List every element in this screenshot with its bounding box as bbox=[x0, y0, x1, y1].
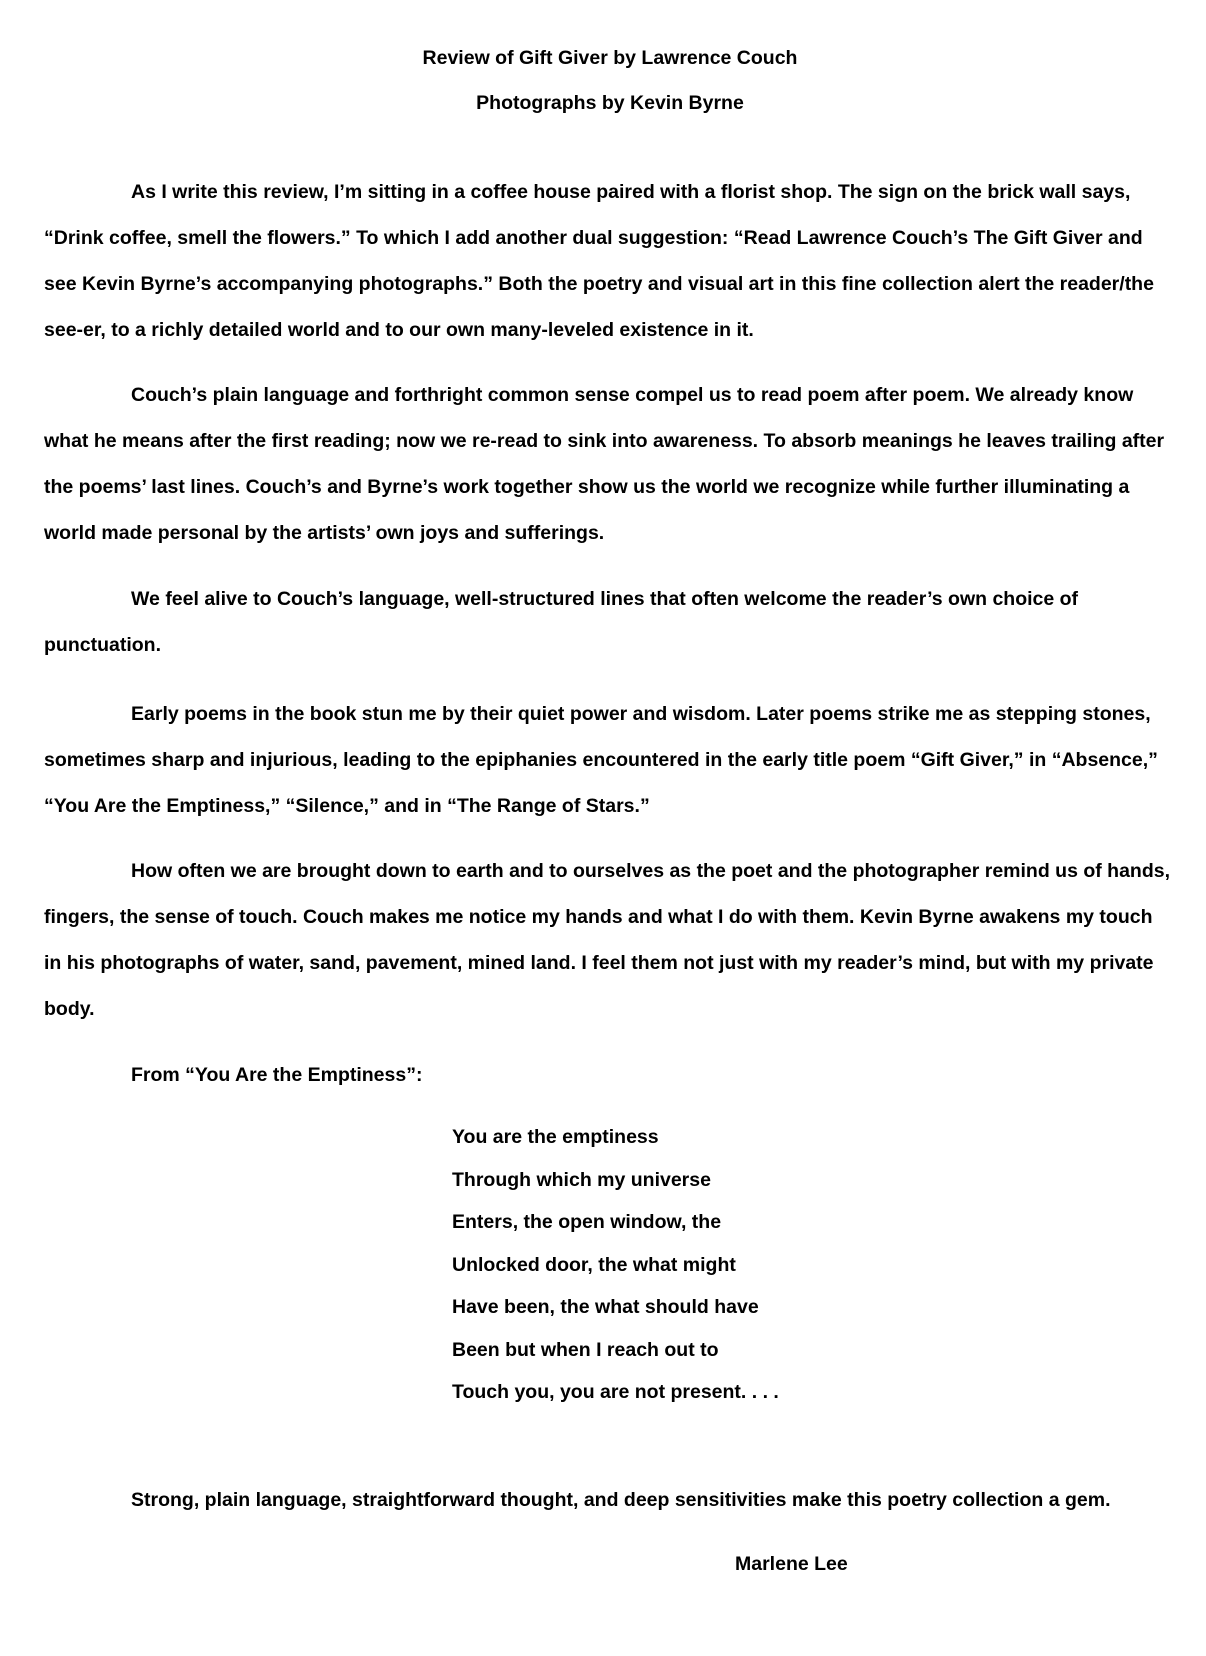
paragraph-line: fingers, the sense of touch. Couch makes me notice my hands and what I do with them. Kevin Byrne awakens my touch bbox=[44, 906, 1153, 928]
paragraph-line: How often we are brought down to earth and to ourselves as the poet and the photographer remind us of hands, bbox=[131, 860, 1170, 882]
paragraph-line: the poems’ last lines. Couch’s and Byrne’s work together show us the world we recognize while further illuminating a bbox=[44, 476, 1130, 498]
poem-excerpt bbox=[452, 1116, 779, 1414]
paragraph-3 bbox=[44, 576, 1166, 668]
poem-line: Through which my universe bbox=[452, 1168, 711, 1191]
poem-line: Enters, the open window, the bbox=[452, 1211, 722, 1233]
paragraph-4 bbox=[44, 691, 1166, 829]
poem-line: Unlocked door, the what might bbox=[452, 1253, 736, 1276]
paragraph-line: see-er, to a richly detailed world and to our own many-leveled existence in it. bbox=[44, 319, 754, 341]
paragraph-line: “Drink coffee, smell the flowers.” To which I add another dual suggestion: “Read Lawrence Couch’s The Gift Giver and bbox=[44, 227, 1143, 249]
poem-line: You are the emptiness bbox=[452, 1126, 659, 1148]
poem-line: Been but when I reach out to bbox=[452, 1338, 719, 1361]
paragraph-line: We feel alive to Couch’s language, well-structured lines that often welcome the reader’s own choice of bbox=[131, 588, 1079, 610]
paragraph-line: sometimes sharp and injurious, leading to the epiphanies encountered in the early title poem “Gift Giver,” in “Absence,” bbox=[44, 749, 1158, 771]
review-title: Review of Gift Giver by Lawrence Couch bbox=[422, 47, 798, 69]
paragraph-2 bbox=[44, 372, 1166, 556]
paragraph-line: As I write this review, I’m sitting in a coffee house paired with a florist shop. The sign on the brick wall says, bbox=[131, 181, 1131, 203]
paragraph-5 bbox=[44, 848, 1170, 1032]
paragraph-line: Early poems in the book stun me by their quiet power and wisdom. Later poems strike me as stepping stones, bbox=[131, 703, 1151, 725]
paragraph-line: body. bbox=[44, 998, 95, 1020]
paragraph-line: see Kevin Byrne’s accompanying photographs.” Both the poetry and visual art in this fine collection alert the reader/the bbox=[44, 273, 1154, 295]
paragraph-line: what he means after the first reading; now we re-read to sink into awareness. To absorb meanings he leaves trailing after bbox=[44, 430, 1165, 452]
closing-sentence: Strong, plain language, straightforward thought, and deep sensitivities make this poetry collection a gem. bbox=[131, 1489, 1111, 1511]
paragraph-line: world made personal by the artists’ own joys and sufferings. bbox=[44, 522, 605, 544]
paragraph-line: Couch’s plain language and forthright common sense compel us to read poem after poem. We already know bbox=[131, 384, 1134, 406]
paragraph-1 bbox=[44, 169, 1166, 353]
author-signature: Marlene Lee bbox=[735, 1553, 848, 1575]
paragraph-line: punctuation. bbox=[44, 634, 161, 656]
poem-line: Have been, the what should have bbox=[452, 1296, 759, 1318]
photographs-credit: Photographs by Kevin Byrne bbox=[476, 92, 744, 114]
paragraph-line: in his photographs of water, sand, pavement, mined land. I feel them not just with my reader’s mind, but with my private bbox=[44, 952, 1154, 974]
poem-line: Touch you, you are not present. . . . bbox=[452, 1381, 779, 1403]
poem-source-line: From “You Are the Emptiness”: bbox=[131, 1064, 423, 1086]
paragraph-line: “You Are the Emptiness,” “Silence,” and in “The Range of Stars.” bbox=[44, 795, 650, 817]
